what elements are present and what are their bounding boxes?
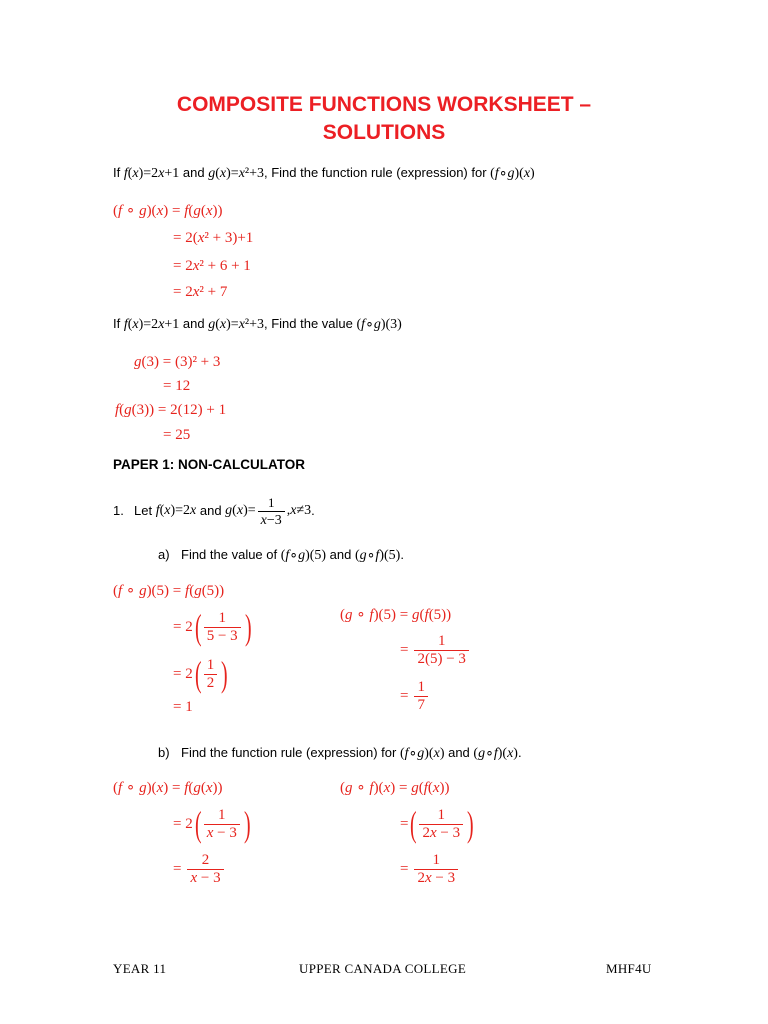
fraction: [258, 494, 285, 529]
prompt-math: ,x≠3: [286, 503, 312, 518]
prompt-math: (g∘f)(5): [354, 548, 401, 563]
prompt-text: Find the value of: [181, 547, 281, 562]
math-variable: g: [412, 607, 420, 623]
math-variable: g: [208, 317, 216, 332]
math-variable: g: [139, 780, 147, 796]
prompt-math: (g∘f)(x): [473, 746, 518, 761]
step-prefix: =: [173, 861, 182, 877]
prompt-text: Find the function rule (expression) for: [181, 745, 400, 760]
prompt-text: If: [113, 316, 124, 331]
math-variable: g: [208, 166, 216, 181]
right-paren: ): [221, 654, 228, 694]
fraction-denominator: x − 3: [187, 869, 223, 887]
math-variable: x: [132, 166, 139, 181]
math-variable: x: [260, 512, 267, 528]
math-variable: x: [156, 203, 164, 219]
math-variable: g: [507, 166, 515, 181]
part-a-right-step-0: (g ∘ f)(5) = g(f(5)): [340, 607, 452, 623]
math-variable: g: [345, 780, 353, 796]
part-b-left-step-1: [173, 804, 251, 844]
fraction: [204, 807, 240, 842]
part-a-left-step-3: = 1: [173, 699, 193, 715]
math-variable: f: [123, 166, 128, 181]
math-variable: g: [411, 780, 419, 796]
step-prefix: =: [400, 861, 409, 877]
part-a-left-step-2: [173, 654, 228, 694]
part-a-left-step-0: (f ∘ g)(5) = f(g(5)): [113, 583, 225, 599]
math-variable: x: [190, 503, 197, 518]
math-variable: f: [369, 780, 374, 796]
math-variable: f: [424, 607, 429, 623]
part-label: b): [158, 745, 170, 760]
math-variable: x: [158, 317, 165, 332]
math-variable: g: [359, 548, 367, 563]
part-a-right-step-1: [400, 630, 471, 670]
math-variable: x: [219, 317, 227, 332]
prompt-text: If: [113, 165, 124, 180]
prompt-math: g(x)=x²+3: [208, 166, 264, 181]
prompt-math: (f∘g)(3): [356, 317, 402, 332]
prompt-text: .: [400, 547, 404, 562]
fraction-numerator: 1: [432, 851, 441, 868]
math-variable: x: [383, 780, 391, 796]
math-variable: x: [158, 166, 165, 181]
page-title-line1: COMPOSITE FUNCTIONS WORKSHEET –: [176, 93, 592, 116]
footer-course-code: MHF4U: [606, 961, 652, 976]
fraction-denominator: 2x − 3: [419, 824, 463, 842]
page-title-line2: SOLUTIONS: [322, 121, 446, 144]
math-variable: g: [193, 780, 201, 796]
part-b-prompt: [158, 744, 522, 763]
math-variable: x: [424, 869, 432, 886]
example1-step-0: (f ∘ g)(x) = f(g(x)): [113, 203, 223, 219]
prompt-math: (f∘g)(5): [280, 548, 327, 563]
math-variable: f: [361, 317, 366, 332]
math-variable: f: [285, 548, 290, 563]
prompt-math: g(x)=x²+3: [208, 317, 264, 332]
fraction-numerator: 2: [201, 851, 210, 868]
step-prefix: = 2: [173, 666, 193, 682]
section-heading: PAPER 1: NON-CALCULATOR: [113, 457, 305, 472]
step-prefix: =: [400, 688, 409, 704]
math-variable: f: [493, 746, 498, 761]
math-variable: x: [192, 258, 200, 274]
example1-step-1: = 2(x² + 3)+1: [173, 230, 254, 246]
part-a-left-step-1: [173, 607, 252, 647]
prompt-text: and: [179, 316, 209, 331]
prompt-text: Let: [134, 503, 156, 518]
fraction-numerator: 1: [218, 609, 226, 626]
example2-step-3: = 25: [163, 427, 191, 443]
example2-step-0: g(3) = (3)² + 3: [134, 354, 221, 370]
math-variable: f: [375, 548, 380, 563]
math-variable: x: [219, 166, 227, 181]
example1-prompt: [113, 164, 535, 183]
fraction: [187, 852, 223, 887]
prompt-math: f(x)=2x: [155, 503, 197, 518]
math-variable: g: [134, 354, 142, 370]
math-variable: f: [115, 402, 120, 418]
step-prefix: = 2: [173, 619, 193, 635]
math-variable: g: [373, 317, 381, 332]
math-variable: f: [184, 780, 189, 796]
prompt-text: and: [179, 165, 209, 180]
math-variable: f: [184, 203, 189, 219]
math-variable: x: [132, 317, 139, 332]
math-variable: f: [118, 583, 123, 599]
prompt-text: and: [444, 745, 474, 760]
left-paren: (: [410, 804, 418, 844]
fraction-numerator: 1: [267, 494, 275, 510]
math-variable: g: [478, 746, 486, 761]
prompt-text: , Find the function rule (expression) for: [264, 165, 491, 180]
math-variable: x: [290, 503, 297, 518]
prompt-text: .: [311, 503, 315, 518]
fraction-denominator: 2: [204, 674, 218, 692]
part-b-left-step-0: (f ∘ g)(x) = f(g(x)): [113, 780, 223, 796]
example1-step-2: = 2x² + 6 + 1: [173, 258, 251, 274]
part-b-right-step-2: [400, 849, 460, 889]
footer-school: UPPER CANADA COLLEGE: [299, 961, 467, 976]
math-variable: x: [432, 780, 440, 796]
math-variable: x: [190, 869, 198, 886]
prompt-text: and: [196, 503, 226, 518]
step-prefix: =: [400, 816, 409, 832]
math-variable: x: [429, 824, 437, 841]
right-paren: ): [244, 607, 252, 647]
fraction: [414, 852, 458, 887]
fraction: [414, 679, 428, 714]
math-variable: x: [197, 230, 205, 246]
example1-step-3: = 2x² + 7: [173, 284, 228, 300]
part-a-right-step-2: [400, 676, 430, 716]
example2-step-2: f(g(3)) = 2(12) + 1: [115, 402, 227, 418]
prompt-text: .: [517, 745, 522, 760]
prompt-math: (f∘g)(x): [399, 746, 445, 761]
math-variable: f: [404, 746, 409, 761]
math-variable: f: [123, 317, 128, 332]
fraction-denominator: 2x − 3: [414, 869, 458, 887]
fraction-denominator: x−3: [258, 511, 285, 529]
fraction-numerator: 1: [437, 632, 446, 649]
part-b-left-step-2: [173, 849, 226, 889]
fraction-denominator: 7: [414, 696, 428, 714]
fraction-numerator: 1: [417, 678, 425, 695]
math-variable: f: [423, 780, 428, 796]
math-variable: f: [155, 503, 160, 518]
example2-step-1: = 12: [163, 378, 191, 394]
math-variable: g: [124, 402, 132, 418]
right-paren: ): [243, 804, 251, 844]
fraction: [204, 610, 241, 645]
step-prefix: =: [400, 642, 409, 658]
math-variable: x: [238, 166, 245, 181]
fraction-numerator: 1: [206, 656, 215, 673]
left-paren: (: [194, 804, 202, 844]
math-variable: g: [225, 503, 233, 518]
part-a-prompt: [158, 546, 404, 565]
math-variable: g: [193, 203, 201, 219]
example2-prompt: [113, 315, 402, 334]
part-b-right-step-1: [400, 804, 474, 844]
fraction-denominator: 5 − 3: [204, 627, 241, 645]
math-variable: x: [164, 503, 171, 518]
fraction: [204, 657, 218, 692]
math-variable: x: [236, 503, 244, 518]
math-variable: x: [205, 780, 213, 796]
math-variable: g: [139, 583, 147, 599]
left-paren: (: [194, 654, 202, 694]
prompt-math: (f∘g)(x): [490, 166, 535, 181]
fraction-numerator: 1: [218, 806, 226, 823]
part-label: a): [158, 547, 170, 562]
question-number: 1.: [113, 503, 124, 518]
prompt-math: f(x)=2x+1: [123, 166, 180, 181]
fraction-numerator: 1: [437, 806, 446, 823]
fraction: [414, 633, 468, 668]
math-variable: f: [118, 203, 123, 219]
math-variable: x: [238, 317, 245, 332]
math-variable: x: [523, 166, 531, 181]
math-variable: g: [298, 548, 306, 563]
prompt-text: and: [326, 547, 355, 562]
step-prefix: = 2: [173, 816, 193, 832]
math-variable: x: [206, 824, 214, 841]
fraction-denominator: 2(5) − 3: [414, 650, 468, 668]
math-variable: x: [205, 203, 213, 219]
prompt-math: f(x)=2x+1: [123, 317, 180, 332]
math-variable: x: [507, 746, 514, 761]
left-paren: (: [194, 607, 202, 647]
math-variable: f: [185, 583, 190, 599]
math-variable: g: [194, 583, 202, 599]
math-variable: g: [345, 607, 353, 623]
fraction: [419, 807, 463, 842]
prompt-text: , Find the value: [264, 316, 357, 331]
math-variable: x: [433, 746, 440, 761]
math-variable: x: [156, 780, 164, 796]
question1-stem: [113, 493, 315, 529]
math-variable: x: [192, 284, 200, 300]
math-variable: f: [369, 607, 374, 623]
math-variable: f: [494, 166, 499, 181]
right-paren: ): [467, 804, 474, 844]
math-variable: f: [118, 780, 123, 796]
part-b-right-step-0: (g ∘ f)(x) = g(f(x)): [340, 780, 450, 796]
footer-year: YEAR 11: [113, 961, 167, 976]
fraction-denominator: x − 3: [204, 824, 240, 842]
math-variable: g: [139, 203, 147, 219]
prompt-math: g(x)=: [225, 503, 256, 518]
math-variable: g: [417, 746, 425, 761]
